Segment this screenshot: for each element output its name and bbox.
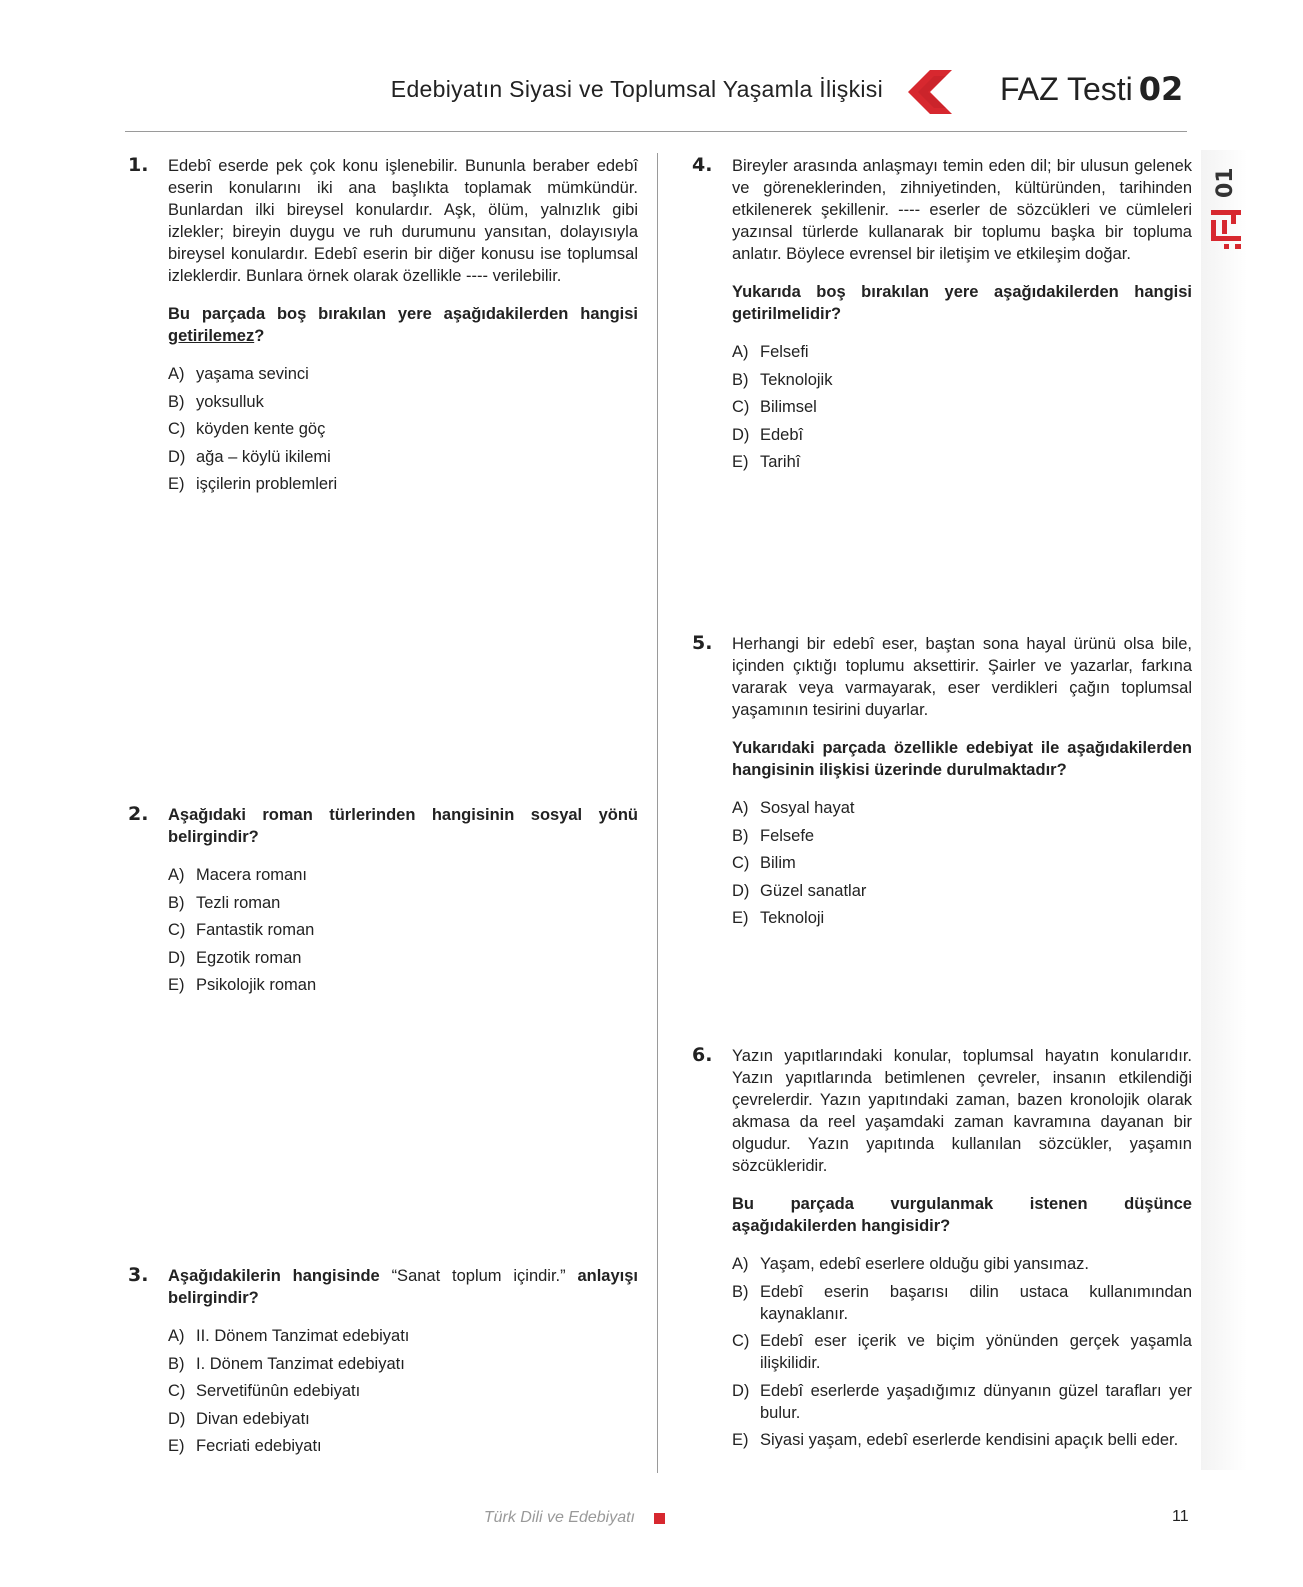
option-a[interactable] bbox=[168, 1325, 638, 1347]
side-tab bbox=[1201, 150, 1247, 1470]
option-text: Teknoloji bbox=[760, 909, 825, 927]
question-6 bbox=[692, 1044, 1192, 1457]
option-letter: B) bbox=[168, 893, 185, 912]
option-text: Psikolojik roman bbox=[196, 976, 317, 994]
question-stem: Bireyler arasında anlaşmayı temin eden dil; bir ulusun gelenek ve göreneklerinden, zihniyetinden, kültüründen, tarihinden etkilenerek şekillenir. ---- eserler de sözcükleri ve cümleleri yazınsal türlerde kullanarak bir toplumu başka bir topluma anlatır. Böylece evrensel bir iletişim ve etkileşim doğar. bbox=[732, 157, 1192, 263]
option-text: köyden kente göç bbox=[196, 420, 326, 438]
question-prompt: Yukarıda boş bırakılan yere aşağıdakilerden hangisi getirilmelidir? bbox=[732, 283, 1192, 323]
option-text: Fecriati edebiyatı bbox=[196, 1437, 322, 1455]
option-text: Güzel sanatlar bbox=[760, 881, 867, 900]
option-e[interactable] bbox=[732, 907, 1192, 929]
option-text: Bilimsel bbox=[760, 398, 817, 416]
option-list bbox=[168, 1325, 638, 1457]
question-5 bbox=[692, 632, 1192, 935]
option-b[interactable] bbox=[168, 892, 638, 914]
option-text: Felsefi bbox=[760, 343, 809, 361]
question-stem: Yazın yapıtlarındaki konular, toplumsal hayatın konularıdır. Yazın yapıtlarında betimlenen çevreler, insanın etkilendiği çevrelerdir. Yazın yapıtındaki zaman, bazen kronolojik olarak akmasa da reel yaşamdaki zaman kavramına dayanan bir olgudur. Yazın yapıtında kullanılan sözcükler, yaşamın sözcükleridir. bbox=[732, 1047, 1192, 1175]
option-letter: A) bbox=[732, 343, 749, 361]
option-c[interactable] bbox=[732, 396, 1192, 418]
option-e[interactable] bbox=[732, 1429, 1192, 1451]
option-list bbox=[168, 864, 638, 996]
option-letter: C) bbox=[168, 420, 186, 438]
option-list bbox=[732, 797, 1192, 929]
option-letter: D) bbox=[168, 1409, 186, 1428]
option-text: Edebî bbox=[760, 425, 804, 444]
option-letter: B) bbox=[732, 370, 749, 389]
option-letter: E) bbox=[732, 909, 749, 927]
option-d[interactable] bbox=[168, 947, 638, 969]
question-number: 6. bbox=[692, 1044, 713, 1066]
option-c[interactable] bbox=[168, 919, 638, 941]
option-letter: D) bbox=[732, 881, 750, 900]
option-letter: D) bbox=[168, 447, 186, 466]
column-divider bbox=[657, 153, 658, 1473]
option-e[interactable] bbox=[168, 1435, 638, 1457]
option-e[interactable] bbox=[168, 473, 638, 495]
option-e[interactable] bbox=[732, 451, 1192, 473]
option-a[interactable] bbox=[732, 797, 1192, 819]
option-text: I. Dönem Tanzimat edebiyatı bbox=[196, 1354, 405, 1373]
header-divider bbox=[125, 131, 1187, 132]
option-text: Teknolojik bbox=[760, 370, 833, 389]
question-stem: Edebî eserde pek çok konu işlenebilir. Bununla beraber edebî eserin konularını iki ana başlıkta toplamak mümkündür. Bunlardan ilki bireysel konulardır. Aşk, ölüm, yalnızlık gibi izlekler; bireyin duygu ve ruh durumunu yansıtan, dolayısıyla bireysel konulardır. Edebî eserin bir diğer konusu ise toplumsal izleklerdir. Bunlara örnek olarak özellikle ---- verilebilir. bbox=[168, 157, 638, 285]
option-letter: B) bbox=[168, 392, 185, 411]
question-prompt: Bu parçada vurgulanmak istenen düşünce aşağıdakilerden hangisidir? bbox=[732, 1195, 1192, 1235]
prompt-quote: “Sanat toplum içindir.” bbox=[391, 1267, 566, 1285]
question-3 bbox=[128, 1264, 639, 1463]
prompt-end: ? bbox=[254, 327, 265, 345]
option-text: Yaşam, edebî eserlere olduğu gibi yansımaz. bbox=[760, 1255, 1089, 1273]
option-letter: B) bbox=[168, 1354, 185, 1373]
option-a[interactable] bbox=[168, 864, 638, 886]
option-letter: C) bbox=[732, 398, 750, 416]
question-stem: Herhangi bir edebî eser, baştan sona hayal ürünü olsa bile, içinden çıktığı toplumu aksettirir. Şairler ve yazarlar, farkına vararak veya varmayarak, eser verdikleri çağın toplumsal yaşamının tesirini duyarlar. bbox=[732, 635, 1192, 719]
option-a[interactable] bbox=[168, 363, 638, 385]
option-text: ağa – köylü ikilemi bbox=[196, 447, 331, 466]
faz-logo-icon bbox=[1211, 206, 1241, 252]
option-c[interactable] bbox=[732, 1330, 1192, 1374]
question-number: 1. bbox=[128, 154, 149, 176]
test-label bbox=[1000, 70, 1183, 108]
side-tab-number bbox=[1213, 158, 1238, 198]
question-4 bbox=[692, 154, 1192, 479]
option-b[interactable] bbox=[732, 369, 1192, 391]
question-prompt bbox=[168, 1265, 638, 1309]
question-number: 4. bbox=[692, 154, 713, 176]
option-list bbox=[732, 341, 1192, 473]
option-letter: A) bbox=[168, 866, 185, 884]
option-letter: C) bbox=[168, 1382, 186, 1400]
option-c[interactable] bbox=[168, 418, 638, 440]
option-b[interactable] bbox=[732, 1281, 1192, 1325]
test-label-text: FAZ Testi bbox=[1000, 71, 1133, 107]
option-text: Divan edebiyatı bbox=[196, 1409, 310, 1428]
option-e[interactable] bbox=[168, 974, 638, 996]
option-text: Fantastik roman bbox=[196, 921, 315, 939]
option-text: Sosyal hayat bbox=[760, 799, 855, 817]
question-prompt bbox=[168, 303, 638, 347]
option-text: Tarihî bbox=[760, 453, 801, 471]
option-text: Tezli roman bbox=[196, 893, 281, 912]
prompt-underlined-word: getirilemez bbox=[168, 327, 255, 345]
option-letter: E) bbox=[732, 1431, 749, 1449]
page-number: 11 bbox=[1172, 1508, 1189, 1525]
option-d[interactable] bbox=[732, 880, 1192, 902]
option-letter: A) bbox=[732, 1255, 749, 1273]
question-number: 2. bbox=[128, 803, 149, 825]
option-c[interactable] bbox=[168, 1380, 638, 1402]
option-letter: E) bbox=[732, 453, 749, 471]
option-text: Felsefe bbox=[760, 826, 815, 845]
option-letter: C) bbox=[168, 921, 186, 939]
question-2 bbox=[128, 803, 638, 1002]
prompt-end: anlayışı belirgindir? bbox=[168, 1267, 639, 1307]
option-letter: A) bbox=[168, 365, 185, 383]
footer-square-icon bbox=[654, 1513, 665, 1524]
option-letter: A) bbox=[168, 1327, 185, 1345]
option-d[interactable] bbox=[168, 1408, 638, 1430]
question-prompt: Yukarıdaki parçada özellikle edebiyat ile aşağıdakilerden hangisinin ilişkisi üzerinde durulmaktadır? bbox=[732, 739, 1192, 779]
option-b[interactable] bbox=[732, 825, 1192, 847]
side-tab-number-text: 01 bbox=[1213, 167, 1238, 198]
option-text: Macera romanı bbox=[196, 866, 307, 884]
option-letter: D) bbox=[168, 948, 186, 967]
page-title: Edebiyatın Siyasi ve Toplumsal Yaşamla İlişkisi bbox=[390, 76, 883, 102]
option-text: Servetifünûn edebiyatı bbox=[196, 1382, 361, 1400]
option-list bbox=[168, 363, 638, 495]
question-1 bbox=[128, 154, 638, 501]
test-number: 02 bbox=[1138, 70, 1184, 108]
question-number: 5. bbox=[692, 632, 713, 654]
option-text: Edebî eserin başarısı dilin ustaca kullanımından kaynaklanır. bbox=[760, 1282, 1192, 1323]
option-letter: C) bbox=[732, 1332, 750, 1350]
footer-subject: Türk Dili ve Edebiyatı bbox=[483, 1509, 635, 1526]
option-a[interactable] bbox=[732, 1253, 1192, 1275]
option-text: Siyasi yaşam, edebî eserlerde kendisini apaçık belli eder. bbox=[760, 1431, 1179, 1449]
option-b[interactable] bbox=[168, 391, 638, 413]
option-letter: B) bbox=[732, 1282, 749, 1301]
option-letter: C) bbox=[732, 854, 750, 872]
option-text: yaşama sevinci bbox=[196, 365, 309, 383]
option-d[interactable] bbox=[732, 1380, 1192, 1424]
option-letter: E) bbox=[168, 976, 185, 994]
option-text: Bilim bbox=[760, 854, 796, 872]
option-c[interactable] bbox=[732, 852, 1192, 874]
prompt-text: Bu parçada boş bırakılan yere aşağıdakilerden hangisi bbox=[168, 305, 638, 323]
option-text: Egzotik roman bbox=[196, 948, 302, 967]
option-letter: B) bbox=[732, 826, 749, 845]
option-text: Edebî eser içerik ve biçim yönünden gerçek yaşamla ilişkilidir. bbox=[760, 1332, 1192, 1372]
option-text: II. Dönem Tanzimat edebiyatı bbox=[196, 1327, 410, 1345]
option-letter: E) bbox=[168, 475, 185, 493]
option-list bbox=[732, 1253, 1192, 1451]
prompt-text: Aşağıdakilerin hangisinde bbox=[168, 1267, 392, 1285]
option-b[interactable] bbox=[168, 1353, 638, 1375]
option-text: yoksulluk bbox=[196, 392, 264, 411]
option-d[interactable] bbox=[732, 424, 1192, 446]
option-text: işçilerin problemleri bbox=[196, 475, 338, 493]
option-text: Edebî eserlerde yaşadığımız dünyanın güzel tarafları yer bulur. bbox=[760, 1381, 1192, 1422]
question-number: 3. bbox=[128, 1264, 149, 1286]
option-letter: E) bbox=[168, 1437, 185, 1455]
chevron-left-icon bbox=[908, 70, 954, 114]
option-letter: A) bbox=[732, 799, 749, 817]
option-letter: D) bbox=[732, 1381, 750, 1400]
option-d[interactable] bbox=[168, 446, 638, 468]
option-letter: D) bbox=[732, 425, 750, 444]
question-prompt: Aşağıdaki roman türlerinden hangisinin sosyal yönü belirgindir? bbox=[168, 806, 638, 846]
option-a[interactable] bbox=[732, 341, 1192, 363]
